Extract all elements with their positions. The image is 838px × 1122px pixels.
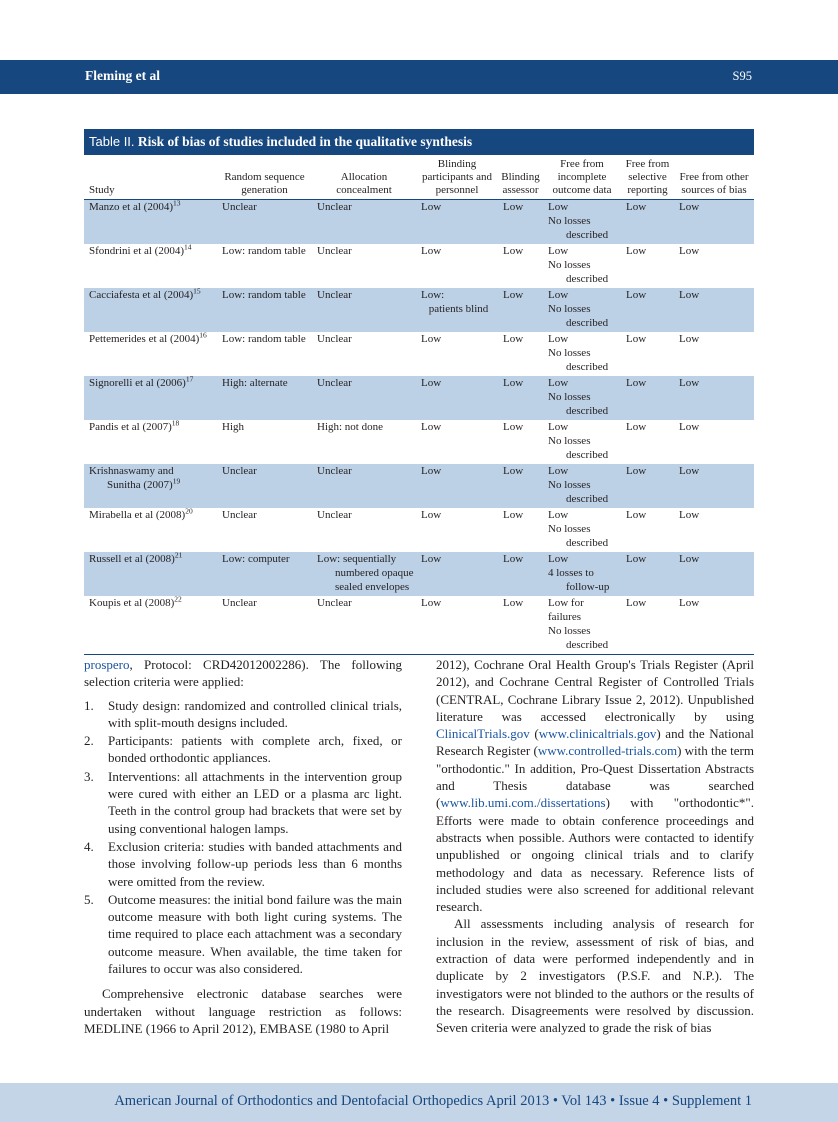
other-bias-cell: Low [674, 376, 754, 420]
table-row [84, 376, 754, 420]
table-row [84, 420, 754, 464]
allocation-cell: Unclear [317, 597, 352, 609]
incomplete-outcome-cell: Low No losses described [548, 333, 609, 373]
random-sequence-cell: High [222, 421, 244, 433]
body-right-column [436, 656, 754, 1037]
blinding-participants-cell: Low [416, 376, 498, 420]
table-caption [84, 129, 754, 155]
blinding-assessor-cell: Low [498, 288, 543, 332]
random-sequence-cell: High: alternate [217, 376, 312, 420]
column-header: Random sequence generation [224, 171, 305, 196]
blinding-assessor-cell: Low [498, 376, 543, 420]
column-header: Blinding assessor [501, 171, 540, 196]
list-item: 5. Outcome measures: the initial bond failure was the main outcome measure with both light curing systems. The time required to place each attachment was a secondary outcome measure. When available, the time taken for failures to occur was also considered. [84, 891, 402, 977]
allocation-cell: Low: sequentially numbered opaque sealed envelopes [312, 552, 416, 596]
intro-text: , Protocol: CRD42012002286). The following selection criteria were applied: [84, 657, 402, 690]
selective-reporting-cell: Low [621, 288, 674, 332]
study-cell: Mirabella et al $(2008)^{20}$ [89, 506, 193, 521]
body-left-column [84, 656, 402, 1037]
column-header: Study [89, 184, 115, 196]
table-row [84, 552, 754, 596]
table-row [84, 244, 754, 288]
selective-reporting-cell: Low [626, 509, 647, 521]
study-cell: Sfondrini et al $(2004)^{14}$ [89, 242, 192, 257]
random-sequence-cell: Low: random table [222, 245, 306, 257]
list-item: 2. Participants: patients with complete arch, fixed, or bonded orthodontic appliances. [84, 733, 402, 766]
blinding-participants-cell: Low [416, 552, 498, 596]
random-sequence-cell: Low: computer [217, 552, 312, 596]
blinding-assessor-cell: Low [503, 333, 524, 345]
search-paragraph: Comprehensive electronic database searches were undertaken without language restriction as follows: MEDLINE (1966 to April 2012), EMBASE (1980 to April [84, 986, 402, 1036]
journal-citation: American Journal of Orthodontics and Dentofacial Orthopedics April 2013 • Vol 143 • Issue 4 • Supplement 1 [114, 1093, 752, 1109]
study-cell: Russell et al $(2008)^{21}$ [84, 552, 217, 596]
running-footer [0, 1083, 838, 1122]
incomplete-outcome-cell: Low 4 losses to follow-up [543, 552, 621, 596]
incomplete-outcome-cell: Low No losses described [543, 376, 621, 420]
clinicaltrials-link[interactable]: ClinicalTrials.gov [436, 726, 530, 742]
table-header-row [84, 158, 754, 200]
allocation-cell: Unclear [317, 333, 352, 345]
list-item: 3. Interventions: all attachments in the intervention group were cured with either an LED or a plasma arc light. Teeth in the control group had brackets that were set by using conventional halogen lamps. [84, 768, 402, 836]
blinding-participants-cell: Low [421, 597, 442, 609]
blinding-participants-cell: Low [416, 200, 498, 245]
selective-reporting-cell: Low [626, 333, 647, 345]
blinding-assessor-cell: Low [498, 200, 543, 245]
random-sequence-cell: Unclear [222, 509, 257, 521]
random-sequence-cell: Unclear [222, 597, 257, 609]
assessment-paragraph: All assessments including analysis of research for inclusion in the review, assessment of risk of bias, and extraction of data were performed independently and in duplicate by 2 investigators (P.S.F. and N.P.). The investigators were not blinded to the authors or the results of the research. Disagreements were resolved by discussion. Seven criteria were analyzed to grade the risk of bias [436, 916, 754, 1036]
blinding-assessor-cell: Low [503, 245, 524, 257]
allocation-cell: Unclear [317, 245, 352, 257]
selective-reporting-cell: Low [621, 200, 674, 245]
incomplete-outcome-cell: Low No losses described [548, 421, 609, 461]
allocation-cell: Unclear [312, 288, 416, 332]
table-row [84, 508, 754, 552]
blinding-participants-cell: Low [416, 464, 498, 508]
blinding-participants-cell: Low [421, 509, 442, 521]
column-header: Blinding participants and personnel [422, 158, 492, 196]
random-sequence-cell: Low: random table [217, 288, 312, 332]
allocation-cell: Unclear [312, 464, 416, 508]
blinding-assessor-cell: Low [503, 597, 524, 609]
other-bias-cell: Low [674, 552, 754, 596]
selective-reporting-cell: Low [626, 421, 647, 433]
column-header: Allocation concealment [336, 171, 392, 196]
allocation-cell: Unclear [312, 200, 416, 245]
other-bias-cell: Low [679, 245, 700, 257]
column-header: Free from incomplete outcome data [552, 158, 612, 196]
table-title: Risk of bias of studies included in the qualitative synthesis [137, 134, 473, 149]
random-sequence-cell: Unclear [217, 200, 312, 245]
list-item: 1. Study design: randomized and controlled clinical trials, with split-mouth designs included. [84, 697, 402, 730]
blinding-participants-cell: Low [421, 421, 442, 433]
allocation-cell: Unclear [312, 376, 416, 420]
study-cell: Manzo et al $(2004)^{13}$ [84, 200, 217, 245]
blinding-participants-cell: Low [421, 245, 442, 257]
study-cell: Krishnaswamy and Sunitha $(2007)^{19}$ [84, 464, 217, 508]
clinicaltrials-url-link[interactable]: www.clinicaltrials.gov [538, 726, 657, 742]
incomplete-outcome-cell: Low No losses described [543, 200, 621, 245]
table-row [84, 464, 754, 508]
other-bias-cell: Low [679, 597, 700, 609]
table-row [84, 596, 754, 655]
selective-reporting-cell: Low [626, 597, 647, 609]
other-bias-cell: Low [679, 333, 700, 345]
study-cell: Koupis et al $(2008)^{22}$ [89, 594, 182, 609]
other-bias-cell: Low [679, 509, 700, 521]
selective-reporting-cell: Low [621, 464, 674, 508]
blinding-assessor-cell: Low [503, 421, 524, 433]
table-row [84, 332, 754, 376]
selective-reporting-cell: Low [621, 376, 674, 420]
allocation-cell: High: not done [317, 421, 383, 433]
study-cell: Cacciafesta et al $(2004)^{15}$ [84, 288, 217, 332]
controlled-trials-link[interactable]: www.controlled-trials.com [537, 743, 678, 759]
random-sequence-cell: Unclear [217, 464, 312, 508]
column-header: Free from other sources of bias [679, 171, 749, 196]
study-cell: Pettemerides et al $(2004)^{16}$ [89, 330, 207, 345]
selection-criteria-list [84, 697, 402, 978]
selective-reporting-cell: Low [621, 552, 674, 596]
incomplete-outcome-cell: Low for failures No losses described [548, 597, 609, 651]
table-row [84, 200, 754, 245]
dissertations-link[interactable]: www.lib.umi.com./dissertations [440, 795, 606, 811]
random-sequence-cell: Low: random table [222, 333, 306, 345]
incomplete-outcome-cell: Low No losses described [548, 509, 609, 549]
selective-reporting-cell: Low [626, 245, 647, 257]
blinding-participants-cell: Low [421, 333, 442, 345]
incomplete-outcome-cell: Low No losses described [548, 245, 609, 285]
study-cell: Signorelli et al $(2006)^{17}$ [84, 376, 217, 420]
page-number: S95 [732, 69, 752, 83]
column-header: Free from selective reporting [625, 158, 670, 196]
running-header-authors: Fleming et al [85, 68, 160, 83]
blinding-assessor-cell: Low [498, 464, 543, 508]
risk-of-bias-table [84, 158, 754, 655]
other-bias-cell: Low [674, 288, 754, 332]
blinding-assessor-cell: Low [498, 552, 543, 596]
study-cell: Pandis et al $(2007)^{18}$ [89, 418, 180, 433]
table-row [84, 288, 754, 332]
blinding-participants-cell: Low: patients blind [416, 288, 498, 332]
other-bias-cell: Low [674, 464, 754, 508]
search-sources-paragraph: 2012), Cochrane Oral Health Group's Trials Register (April 2012), and Cochrane Central Register of Controlled Trials (CENTRAL, Cochrane Library Issue 2, 2012). Unpublished literature was accessed electronically by using ClinicalTrials.gov (www.clinicaltrials.gov) and the National Research Register (www.controlled-trials.com) with the term "orthodontic." In addition, Pro-Quest Dissertation Abstracts and Thesis database was searched (www.lib.umi.com./dissertations) with "orthodontic*". Efforts were made to obtain conference proceedings and abstracts when possible. Authors were contacted to identify unpublished or ongoing clinical trials and to clarify methodology and data as necessary. Reference lists of included studies were also screened for additional relevant research. [436, 657, 754, 915]
other-bias-cell: Low [674, 200, 754, 245]
running-header [0, 60, 838, 94]
table-label: Table II. [89, 134, 135, 149]
prospero-link[interactable]: prospero [84, 657, 130, 672]
incomplete-outcome-cell: Low No losses described [543, 288, 621, 332]
blinding-assessor-cell: Low [503, 509, 524, 521]
other-bias-cell: Low [679, 421, 700, 433]
allocation-cell: Unclear [317, 509, 352, 521]
incomplete-outcome-cell: Low No losses described [543, 464, 621, 508]
list-item: 4. Exclusion criteria: studies with banded attachments and those involving follow-up periods less than 6 months were omitted from the review. [84, 838, 402, 889]
